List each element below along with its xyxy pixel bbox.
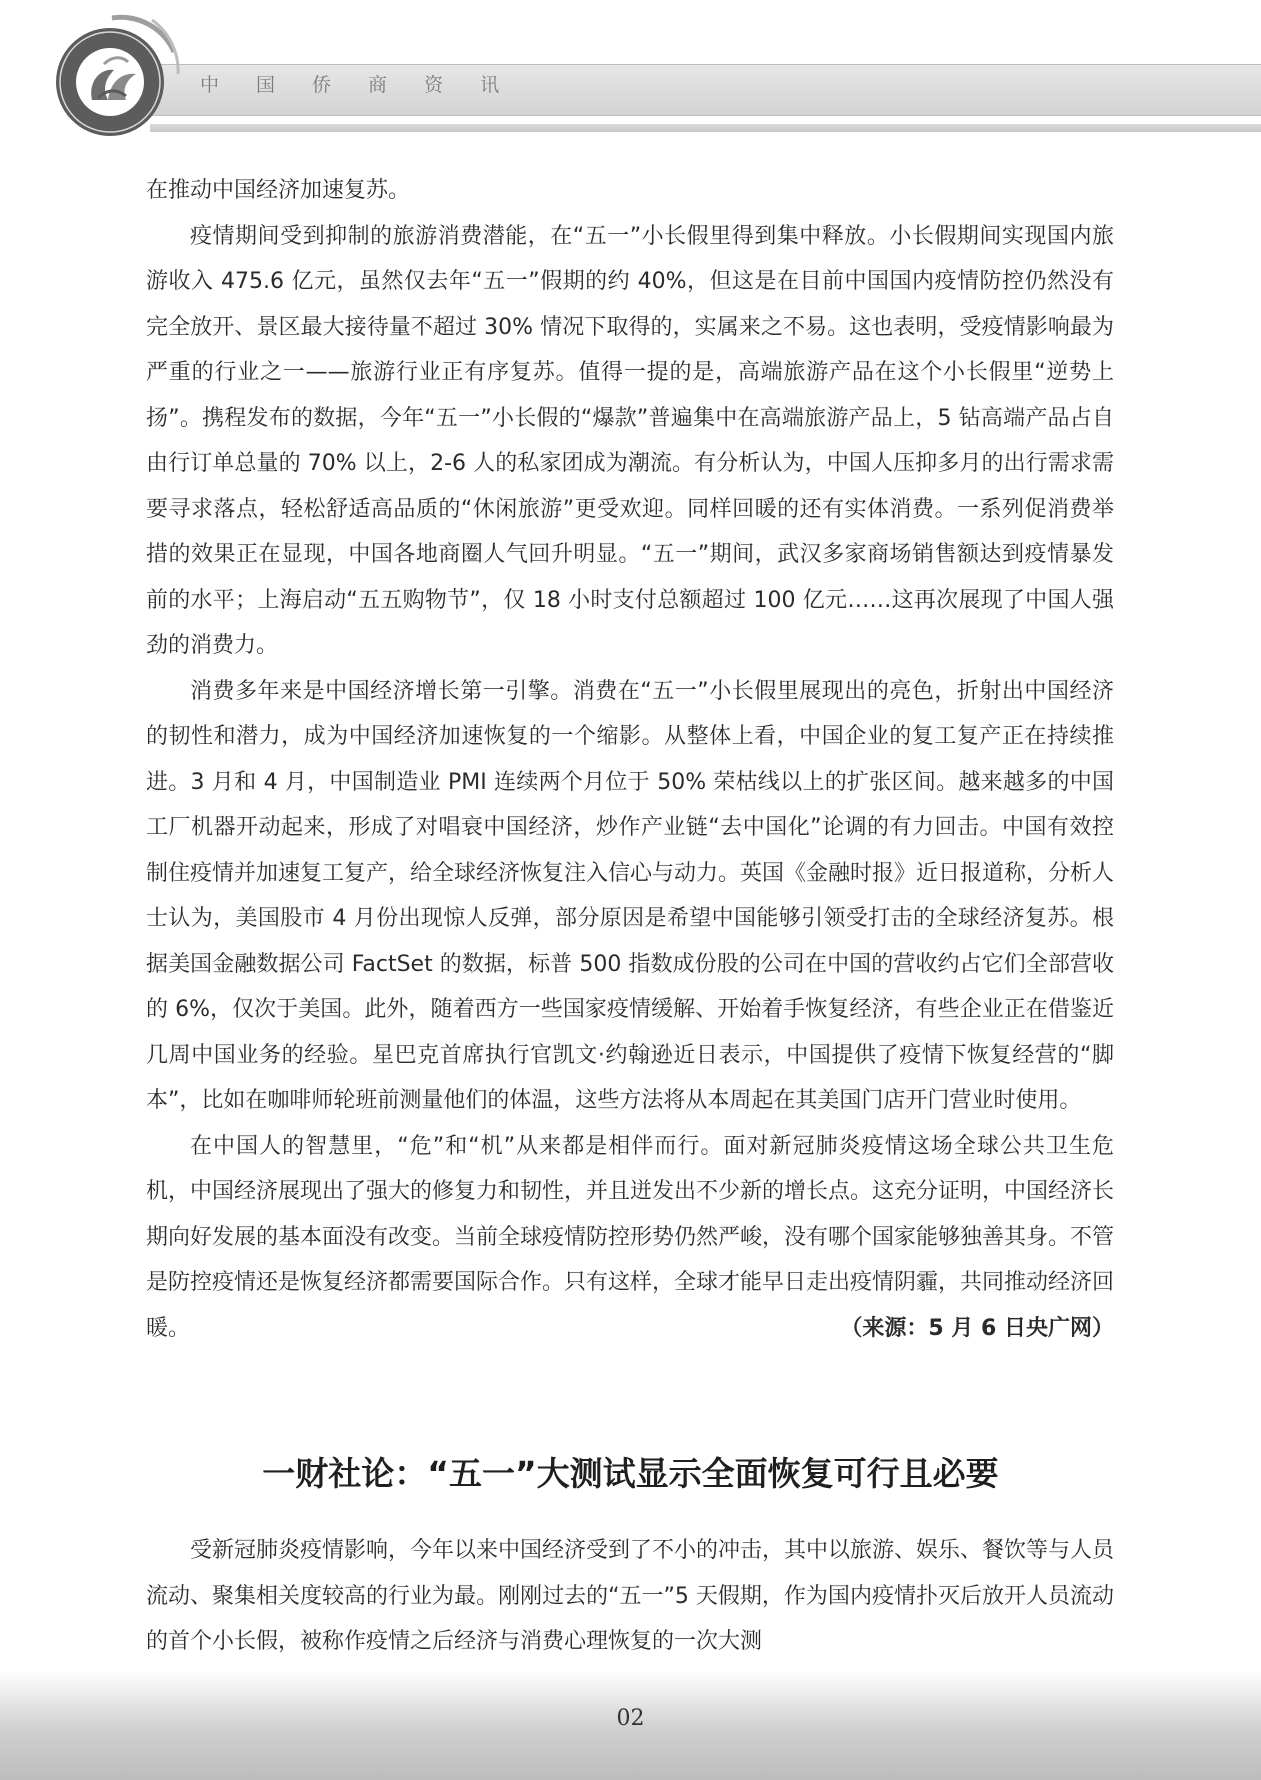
header-title-char: 讯 <box>480 74 500 96</box>
article-paragraph: 在推动中国经济加速复苏。 <box>146 178 411 203</box>
article-paragraph-text: 在中国人的智慧里，“危”和“机”从来都是相伴而行。面对新冠肺炎疫情这场全球公共卫生危机，中国经济展现出了强大的修复力和韧性，并且迸发出不少新的增长点。这充分证明，中国经济长期向好发展的基本面没有改变。当前全球疫情防控形势仍然严峻，没有哪个国家能够独善其身。不管是防控疫情还是恢复经济都需要国际合作。只有这样，全球才能早日走出疫情阴霾，共同推动经济回暖。 <box>146 1133 1115 1341</box>
source-citation: （来源：5 月 6 日央广网） <box>840 1315 1114 1341</box>
article-paragraph: 受新冠肺炎疫情影响，今年以来中国经济受到了不小的冲击，其中以旅游、娱乐、餐饮等与人员流动、聚集相关度较高的行业为最。刚刚过去的“五一”5 天假期，作为国内疫情扑灭后放开人员流动的首个小长假，被称作疫情之后经济与消费心理恢复的一次大测 <box>146 1538 1115 1654</box>
second-article-body <box>146 1528 1114 1665</box>
page-number: 02 <box>616 1706 645 1731</box>
header-title-char: 中 <box>200 74 220 96</box>
header-title-char: 商 <box>368 74 388 96</box>
header-title <box>200 70 536 97</box>
article-paragraph: 消费多年来是中国经济增长第一引擎。消费在“五一”小长假里展现出的亮色，折射出中国经济的韧性和潜力，成为中国经济加速恢复的一个缩影。从整体上看，中国企业的复工复产正在持续推进。3 月和 4 月，中国制造业 PMI 连续两个月位于 50% 荣枯线以上的扩张区间。越来越多的中国工厂机器开动起来，形成了对唱衰中国经济，炒作产业链“去中国化”论调的有力回击。中国有效控制住疫情并加速复工复产，给全球经济恢复注入信心与动力。英国《金融时报》近日报道称，分析人士认为，美国股市 4 月份出现惊人反弹，部分原因是希望中国能够引领受打击的全球经济复苏。根据美国金融数据公司 FactSet 的数据，标普 500 指数成份股的公司在中国的营收约占它们全部营收的 6%，仅次于美国。此外，随着西方一些国家疫情缓解、开始着手恢复经济，有些企业正在借鉴近几周中国业务的经验。星巴克首席执行官凯文·约翰逊近日表示，中国提供了疫情下恢复经营的“脚本”，比如在咖啡师轮班前测量他们的体温，这些方法将从本周起在其美国门店开门营业时使用。 <box>146 678 1115 1113</box>
article-body <box>146 168 1114 1351</box>
article-paragraph: 疫情期间受到抑制的旅游消费潜能，在“五一”小长假里得到集中释放。小长假期间实现国内旅游收入 475.6 亿元，虽然仅去年“五一”假期的约 40%，但这是在目前中国国内疫情防控仍然没有完全放开、景区最大接待量不超过 30% 情况下取得的，实属来之不易。这也表明，受疫情影响最为严重的行业之一——旅游行业正有序复苏。值得一提的是，高端旅游产品在这个小长假里“逆势上扬”。携程发布的数据，今年“五一”小长假的“爆款”普遍集中在高端旅游产品上，5 钻高端产品占自由行订单总量的 70% 以上，2-6 人的私家团成为潮流。有分析认为，中国人压抑多月的出行需求需要寻求落点，轻松舒适高品质的“休闲旅游”更受欢迎。同样回暖的还有实体消费。一系列促消费举措的效果正在显现，中国各地商圈人气回升明显。“五一”期间，武汉多家商场销售额达到疫情暴发前的水平；上海启动“五五购物节”，仅 18 小时支付总额超过 100 亿元……这再次展现了中国人强劲的消费力。 <box>146 223 1114 658</box>
header-title-char: 资 <box>424 74 444 96</box>
header-title-char: 国 <box>256 74 276 96</box>
article-paragraph-last <box>146 1124 1114 1352</box>
association-logo-icon <box>52 12 180 140</box>
header-divider <box>150 124 1261 132</box>
section-headline: 一财社论：“五一”大测试显示全面恢复可行且必要 <box>262 1454 999 1493</box>
header-title-char: 侨 <box>312 74 332 96</box>
